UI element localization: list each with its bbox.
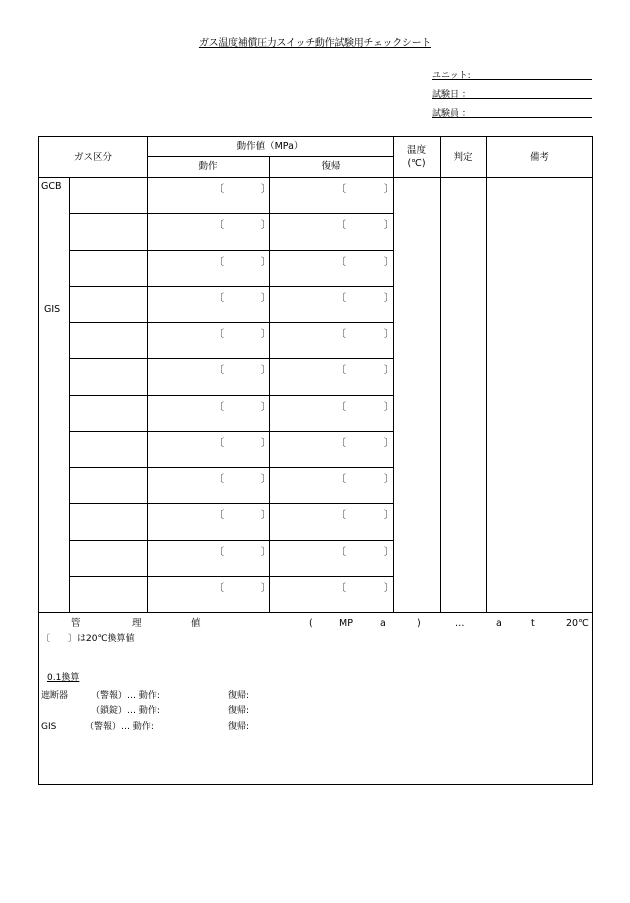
header-reset: 復帰	[321, 161, 341, 172]
reset-bracket-close: 〕	[384, 365, 394, 376]
control-value-part: (	[309, 618, 313, 629]
operation-bracket-close: 〕	[261, 220, 271, 231]
reset-bracket-open: 〔	[336, 184, 346, 195]
gas-category-cell[interactable]	[70, 214, 146, 248]
breaker-lock-line: （鎖錠）… 動作:	[91, 706, 160, 716]
reset-bracket-open: 〔	[336, 257, 346, 268]
reset-bracket-open: 〔	[336, 220, 346, 231]
gas-category-cell[interactable]	[70, 577, 146, 611]
operation-bracket-close: 〕	[261, 438, 271, 449]
unit-label: ユニット:	[432, 71, 471, 81]
reset-bracket-open: 〔	[336, 293, 346, 304]
gas-category-cell[interactable]	[70, 432, 146, 466]
operation-bracket-open: 〔	[214, 220, 224, 231]
reset-bracket-close: 〕	[384, 547, 394, 558]
reset-bracket-open: 〔	[336, 583, 346, 594]
operation-bracket-close: 〕	[261, 510, 271, 521]
operation-bracket-open: 〔	[214, 438, 224, 449]
header-divider	[147, 156, 393, 157]
operation-bracket-open: 〔	[214, 402, 224, 413]
reset-bracket-open: 〔	[336, 510, 346, 521]
control-value-part: 理	[132, 618, 142, 629]
breaker-lock-reset: 復帰:	[228, 706, 250, 716]
reset-bracket-close: 〕	[384, 402, 394, 413]
column-divider	[486, 137, 487, 612]
gis-alarm-line: （警報）… 動作:	[85, 722, 154, 732]
gas-category-cell[interactable]	[70, 178, 146, 212]
gas-category-cell[interactable]	[70, 323, 146, 357]
converted-value-note: 〔 〕は20℃換算値	[41, 634, 135, 644]
operation-bracket-close: 〕	[261, 257, 271, 268]
control-value-part: t	[531, 618, 535, 629]
gas-category-cell[interactable]	[70, 396, 146, 430]
operation-bracket-open: 〔	[214, 329, 224, 340]
operation-bracket-close: 〕	[261, 365, 271, 376]
header-temperature-unit: (℃)	[407, 158, 426, 169]
control-value-part: a	[380, 618, 386, 629]
reset-bracket-open: 〔	[336, 365, 346, 376]
control-value-part: )	[417, 618, 421, 629]
gas-category-cell[interactable]	[70, 287, 146, 321]
operation-bracket-close: 〕	[261, 184, 271, 195]
breaker-alarm-reset: 復帰:	[228, 691, 250, 701]
operation-bracket-open: 〔	[214, 365, 224, 376]
operation-bracket-open: 〔	[214, 547, 224, 558]
control-value-part: 管	[71, 618, 81, 629]
reset-bracket-open: 〔	[336, 329, 346, 340]
gas-category-cell[interactable]	[70, 504, 146, 538]
gas-category-cell[interactable]	[70, 468, 146, 502]
gis-alarm-reset: 復帰:	[228, 722, 250, 732]
gis-label: GIS	[41, 722, 57, 732]
page-title: ガス温度補償圧力スイッチ動作試験用チェックシート	[198, 38, 432, 49]
operation-bracket-close: 〕	[261, 402, 271, 413]
header-judgement: 判定	[453, 152, 473, 163]
reset-bracket-open: 〔	[336, 547, 346, 558]
header-gas-category: ガス区分	[73, 152, 112, 163]
operation-bracket-open: 〔	[214, 293, 224, 304]
column-divider	[440, 137, 441, 612]
breaker-label: 遮断器	[41, 691, 69, 701]
reset-bracket-open: 〔	[336, 402, 346, 413]
operation-bracket-close: 〕	[261, 329, 271, 340]
reset-bracket-close: 〕	[384, 583, 394, 594]
reset-bracket-open: 〔	[336, 474, 346, 485]
tester-field[interactable]	[432, 117, 592, 118]
control-value-part: MP	[339, 618, 353, 629]
operation-bracket-open: 〔	[214, 510, 224, 521]
reset-bracket-close: 〕	[384, 474, 394, 485]
operation-bracket-close: 〕	[261, 547, 271, 558]
operation-bracket-close: 〕	[261, 293, 271, 304]
gas-category-cell[interactable]	[70, 251, 146, 285]
operation-bracket-open: 〔	[214, 474, 224, 485]
reset-bracket-close: 〕	[384, 293, 394, 304]
check-table	[38, 136, 593, 785]
reset-bracket-open: 〔	[336, 438, 346, 449]
operation-bracket-open: 〔	[214, 184, 224, 195]
table-bottom-line	[39, 612, 593, 613]
tester-label: 試験員 ：	[432, 109, 471, 119]
test-date-label: 試験日 ：	[432, 90, 471, 100]
reset-bracket-close: 〕	[384, 329, 394, 340]
gas-category-cell[interactable]	[70, 359, 146, 393]
operation-bracket-close: 〕	[261, 583, 271, 594]
reset-bracket-close: 〕	[384, 184, 394, 195]
reset-bracket-close: 〕	[384, 438, 394, 449]
header-operating-value: 動作値（MPa）	[236, 141, 304, 152]
conversion-title: 0.1換算	[47, 673, 80, 683]
operation-bracket-close: 〕	[261, 474, 271, 485]
control-value-part: 20℃	[566, 618, 589, 629]
test-date-field[interactable]	[432, 98, 592, 99]
gas-category-cell[interactable]	[70, 541, 146, 575]
control-value-part: 値	[191, 618, 201, 629]
group-gcb-label: GCB	[41, 181, 62, 192]
reset-bracket-close: 〕	[384, 510, 394, 521]
header-operation: 動作	[198, 161, 218, 172]
control-value-part: …	[455, 618, 465, 629]
operation-bracket-open: 〔	[214, 583, 224, 594]
group-gis-label: GIS	[44, 304, 61, 315]
unit-field[interactable]	[432, 79, 592, 80]
breaker-alarm-line: （警報）… 動作:	[91, 691, 160, 701]
reset-bracket-close: 〕	[384, 257, 394, 268]
reset-bracket-close: 〕	[384, 220, 394, 231]
operation-bracket-open: 〔	[214, 257, 224, 268]
control-value-part: a	[496, 618, 502, 629]
header-remarks: 備考	[529, 152, 549, 163]
header-temperature: 温度	[406, 145, 426, 156]
